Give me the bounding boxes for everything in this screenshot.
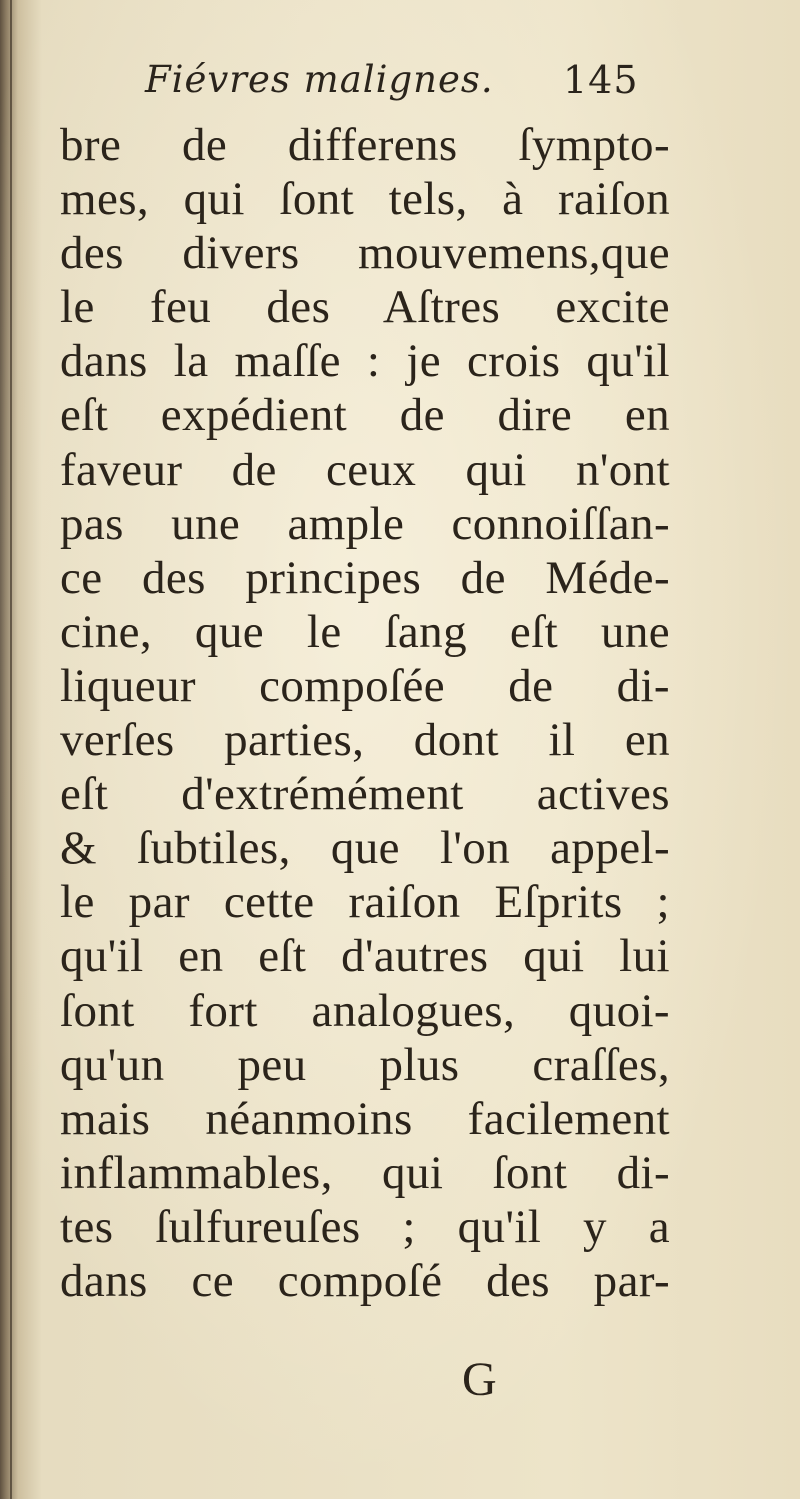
body-text bbox=[60, 118, 670, 1308]
text-line: le par cette raiſon Eſprits ; bbox=[60, 876, 670, 929]
text-line: & ſubtiles, que l'on appel- bbox=[60, 822, 670, 875]
signature-mark: G bbox=[462, 1353, 497, 1406]
binding-gutter bbox=[10, 0, 12, 1499]
text-line: dans la maſſe : je crois qu'il bbox=[60, 335, 670, 388]
text-line: ce des principes de Méde- bbox=[60, 551, 670, 604]
text-line: pas une ample connoiſſan- bbox=[60, 497, 670, 550]
text-line: verſes parties, dont il en bbox=[60, 714, 670, 767]
text-line: eſt d'extrémément actives bbox=[60, 768, 670, 821]
text-line: des divers mouvemens,que bbox=[60, 227, 670, 280]
page-number: 145 bbox=[563, 58, 639, 102]
text-line: ſont fort analogues, quoi- bbox=[60, 984, 670, 1037]
page-header bbox=[145, 58, 665, 118]
text-line: qu'il en eſt d'autres qui lui bbox=[60, 930, 670, 983]
text-line: mes, qui ſont tels, à raiſon bbox=[60, 173, 670, 226]
text-line: cine, que le ſang eſt une bbox=[60, 605, 670, 658]
text-line: le feu des Aſtres excite bbox=[60, 281, 670, 334]
text-line: inflammables, qui ſont di- bbox=[60, 1146, 670, 1199]
text-line: eſt expédient de dire en bbox=[60, 389, 670, 442]
text-line: liqueur compoſée de di- bbox=[60, 659, 670, 712]
text-line: qu'un peu plus craſſes, bbox=[60, 1038, 670, 1091]
text-line: bre de differens ſympto- bbox=[60, 119, 670, 171]
text-line: dans ce compoſé des par- bbox=[60, 1254, 670, 1307]
running-title: Fiévres malignes. bbox=[145, 58, 494, 101]
text-line: faveur de ceux qui n'ont bbox=[60, 443, 670, 496]
text-line: tes ſulfureuſes ; qu'il y a bbox=[60, 1200, 670, 1253]
text-line: mais néanmoins facilement bbox=[60, 1092, 670, 1145]
